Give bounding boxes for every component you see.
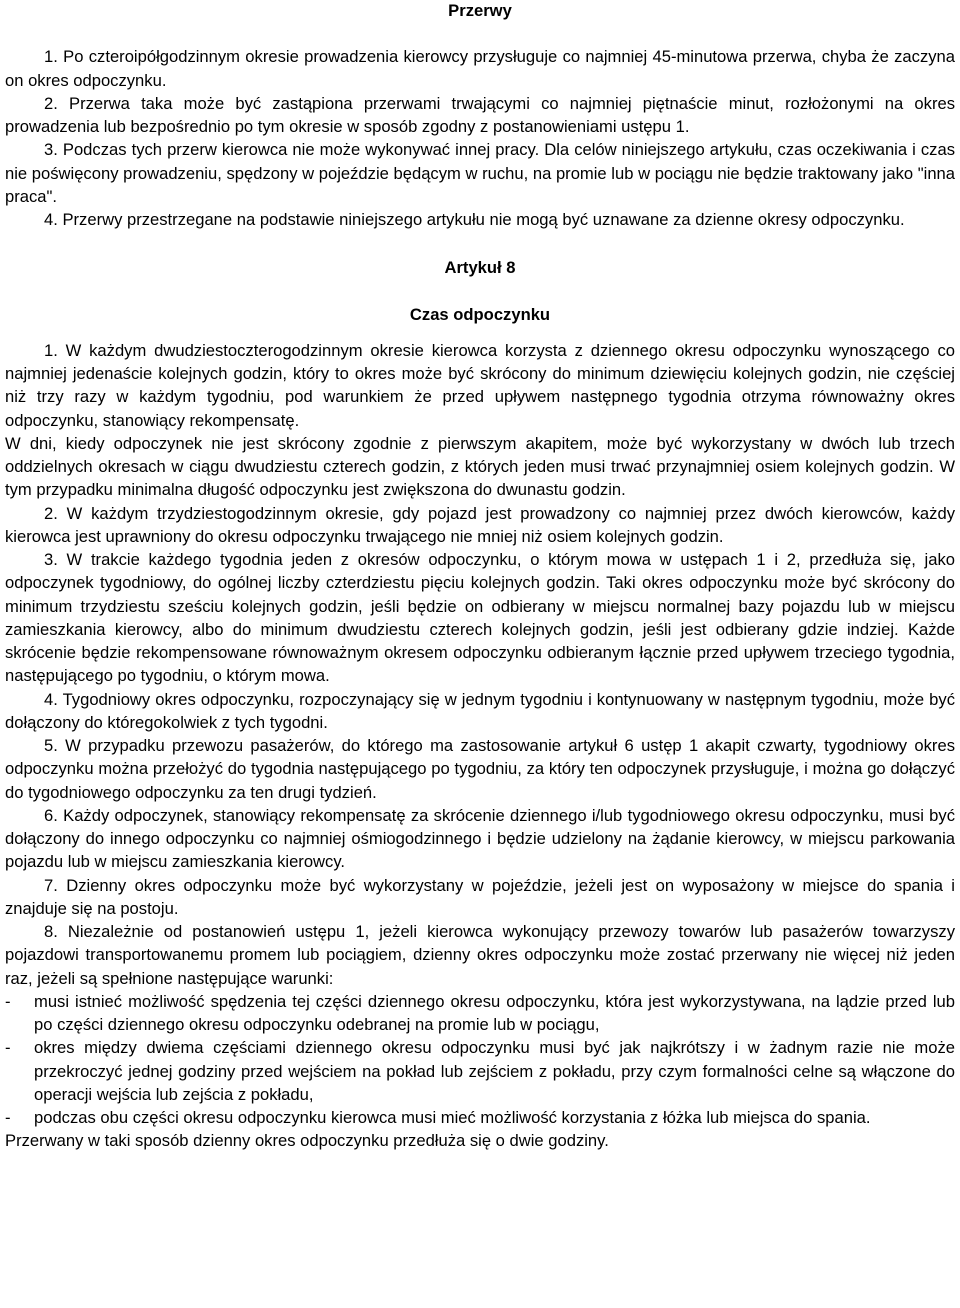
break-paragraph-2: 2. Przerwa taka może być zastąpiona przerwami trwającymi co najmniej piętnaście minut, rozłożonymi na okres prowadzenia lub bezpośrednio po tym okresie w sposób zgodny z postanowieniami ustępu 1. — [5, 93, 955, 136]
rest-paragraph-3: 3. W trakcie każdego tygodnia jeden z okresów odpoczynku, o którym mowa w ustępach 1 i 2, przedłuża się, jako odpoczynek tygodniowy, do ogólnej liczby czterdziestu pięciu kolejnych godzin. Taki okres odpoczynku może być skrócony do minimum trzydziestu sześciu kolejnych godzin, jeśli będzie on odbierany w miejscu normalnej bazy pojazdu lub w miejscu zamieszkania kierowcy, albo do minimum dwudziestu czterech kolejnych godzin, jeśli jest odbierany gdzie indziej. Każde skrócenie będzie rekompensowane równoważnym okresem odpoczynku odbieranym łącznie przed upływem trzeciego tygodnia, następującego po tygodniu, o którym mowa. — [5, 550, 955, 686]
dash-bullet: - — [5, 1038, 11, 1058]
section-title: Przerwy — [448, 1, 512, 20]
rest-paragraph-7: 7. Dzienny okres odpoczynku może być wykorzystany w pojeździe, jeżeli jest on wyposażony w miejsce do spania i znajduje się na postoju. — [5, 875, 955, 918]
break-paragraph-1: 1. Po czteroipółgodzinnym okresie prowadzenia kierowcy przysługuje co najmniej 45-minutowa przerwa, chyba że zaczyna on okres odpoczynku. — [5, 47, 955, 90]
condition-text: podczas obu części okresu odpoczynku kierowca musi mieć możliwość korzystania z łóżka lub miejsca do spania. — [34, 1108, 871, 1127]
rest-paragraph-5: 5. W przypadku przewozu pasażerów, do którego ma zastosowanie artykuł 6 ustęp 1 akapit czwarty, tygodniowy okres odpoczynku można przełożyć do tygodnia następującego po tygodniu, za który ten odpoczynek przysługuje, i można go dołączyć do tygodniowego odpoczynku za ten drugi tydzień. — [5, 736, 955, 802]
closing-paragraph: Przerwany w taki sposób dzienny okres odpoczynku przedłuża się o dwie godziny. — [5, 1131, 609, 1151]
rest-paragraph-8: 8. Niezależnie od postanowień ustępu 1, jeżeli kierowca wykonujący przewozy towarów lub pasażerów towarzyszy pojazdowi transportowanemu promem lub pociągiem, dzienny okres odpoczynku może zostać przerwany nie więcej niż jeden raz, jeżeli są spełnione następujące warunki: — [5, 922, 955, 988]
rest-paragraph-6: 6. Każdy odpoczynek, stanowiący rekompensatę za skrócenie dziennego i/lub tygodniowego okresu odpoczynku, musi być dołączony do innego odpoczynku co najmniej ośmiogodzinnego i będzie udzielony na żądanie kierowcy, w miejscu parkowania pojazdu lub w miejscu zamieszkania kierowcy. — [5, 805, 955, 872]
break-paragraph-4: 4. Przerwy przestrzegane na podstawie niniejszego artykułu nie mogą być uznawane za dzienne okresy odpoczynku. — [44, 210, 905, 229]
break-paragraph-3: 3. Podczas tych przerw kierowca nie może wykonywać innej pracy. Dla celów niniejszego artykułu, czas oczekiwania i czas nie poświęcony prowadzeniu, spędzony w pojeździe będącym w ruchu, na promie lub w pociągu nie będzie traktowany jako "inna praca". — [5, 140, 955, 206]
rest-paragraph-4: 4. Tygodniowy okres odpoczynku, rozpoczynający się w jednym tygodniu i kontynuowany w następnym tygodniu, może być dołączony do któregokolwiek z tych tygodni. — [5, 689, 955, 732]
condition-text: okres między dwiema częściami dziennego okresu odpoczynku musi być jak najkrótszy i w żadnym razie nie może przekroczyć jednej godziny przed wejściem na pokład lub zejściem z pokładu, przy czym formalności celne są włączone do operacji wejścia lub zejścia z pokładu, — [34, 1038, 955, 1104]
condition-item — [5, 1106, 955, 1129]
dash-bullet: - — [5, 991, 11, 1011]
condition-item — [5, 990, 955, 1037]
rest-paragraph-1: 1. W każdym dwudziestoczterogodzinnym okresie kierowca korzysta z dziennego okresu odpoczynku wynoszącego co najmniej jedenaście kolejnych godzin, który to okres może być skrócony do minimum dziewięciu kolejnych godzin, nie częściej niż trzy razy w każdym tygodniu, pod warunkiem że przed upływem następnego tygodnia otrzyma równoważny okres odpoczynku, stanowiący rekompensatę. — [5, 340, 955, 430]
document-page — [5, 0, 955, 1153]
condition-text: musi istnieć możliwość spędzenia tej części dziennego okresu odpoczynku, która jest wykorzystywana, na lądzie przed lub po części dziennego okresu odpoczynku odebranej na promie lub w pociągu, — [34, 991, 955, 1034]
rest-paragraph-1b: W dni, kiedy odpoczynek nie jest skrócony zgodnie z pierwszym akapitem, może być wykorzystany w dwóch lub trzech oddzielnych okresach w ciągu dwudziestu czterech godzin, z których jeden musi trwać przynajmniej osiem kolejnych godzin. W tym przypadku minimalna długość odpoczynku jest zwiększona do dwunastu godzin. — [5, 433, 955, 500]
article-title: Artykuł 8 — [444, 258, 516, 278]
condition-item — [5, 1036, 955, 1106]
article-subtitle: Czas odpoczynku — [409, 304, 551, 324]
rest-paragraph-2: 2. W każdym trzydziestogodzinnym okresie, gdy pojazd jest prowadzony co najmniej przez dwóch kierowców, każdy kierowca jest uprawniony do okresu odpoczynku trwającego nie mniej niż osiem kolejnych godzin. — [5, 503, 955, 546]
dash-bullet: - — [5, 1108, 11, 1127]
